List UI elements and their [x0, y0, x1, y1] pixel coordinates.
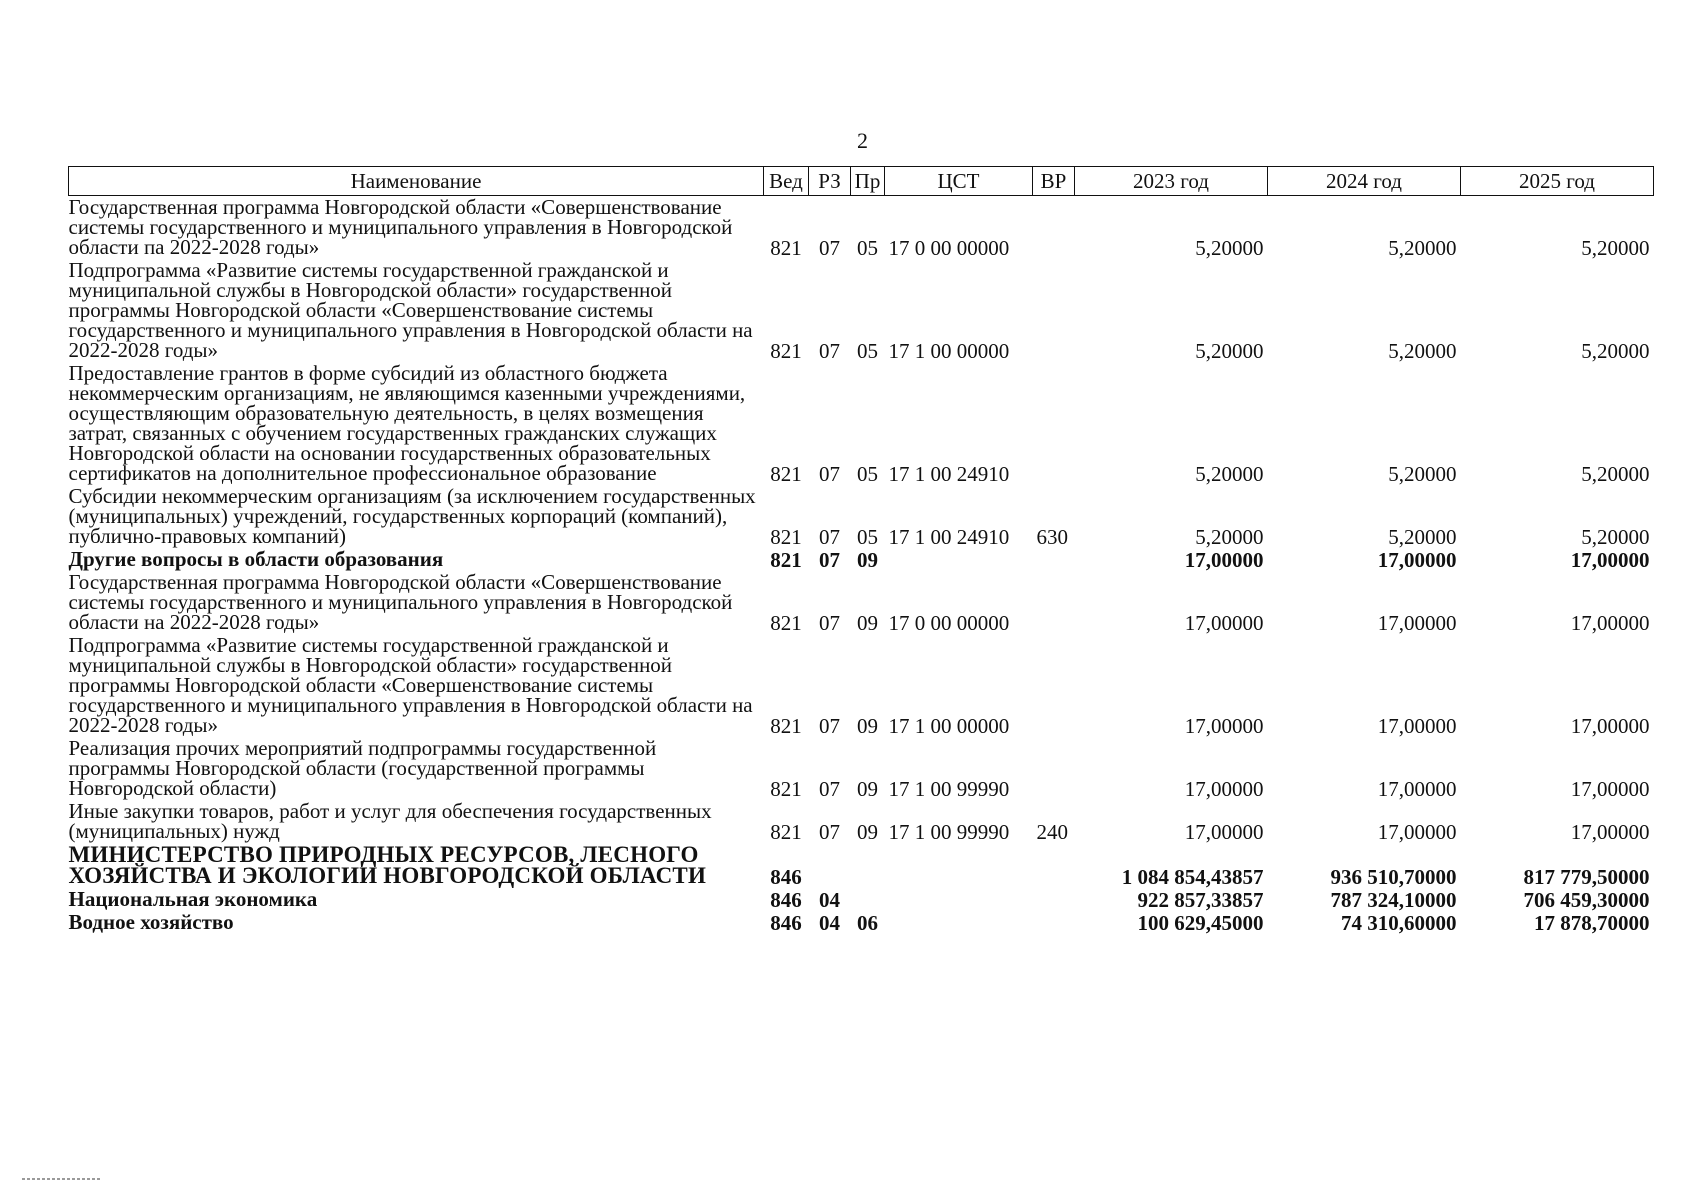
row-name: Подпрограмма «Развитие системы государственной гражданской и муниципальной службы в Новгородской области» государственной программы Новгородской области «Совершенствование системы государственного и муниципального управления в Новгородской области на 2022-2028 годы»: [68, 258, 753, 362]
table-row: [69, 843, 1654, 888]
header-2024: 2024 год: [1268, 167, 1461, 196]
row-pr: 09: [857, 548, 878, 572]
row-pr: 05: [857, 236, 878, 260]
row-vr: [1033, 634, 1075, 737]
row-ved: 821: [770, 236, 802, 260]
row-value-2024: 787 324,10000: [1330, 888, 1457, 912]
header-2023: 2023 год: [1075, 167, 1268, 196]
row-vr: [1033, 843, 1075, 888]
table-row: [69, 571, 1654, 634]
row-pr: 05: [857, 462, 878, 486]
row-ved: 821: [770, 525, 802, 549]
header-pr: Пр: [851, 167, 885, 196]
row-cst: 17 1 00 24910: [888, 462, 1010, 486]
scan-artifact: [22, 1178, 102, 1180]
row-rz: 07: [819, 714, 840, 738]
row-value-2024: 17,00000: [1377, 820, 1457, 844]
row-pr: [851, 843, 885, 888]
row-ved: 821: [770, 548, 802, 572]
row-vr: [1033, 196, 1075, 260]
row-value-2025: 17 878,70000: [1534, 911, 1650, 935]
row-name: Предоставление грантов в форме субсидий из областного бюджета некоммерческим организациям, не являющимся казенными учреждениями, осуществляющим образовательную деятельность, в целях возмещения затрат, связанных с обучением государственных гражданских служащих Новгородской области на основании государственных образовательных сертификатов на дополнительное профессиональное образование: [68, 361, 746, 485]
row-value-2023: 17,00000: [1184, 548, 1264, 572]
row-pr: [851, 888, 885, 911]
row-rz: 07: [819, 339, 840, 363]
row-cst: 17 1 00 99990: [888, 820, 1010, 844]
page-number: 2: [857, 128, 868, 153]
table-row: [69, 548, 1654, 571]
table-row: [69, 634, 1654, 737]
row-name: Иные закупки товаров, работ и услуг для обеспечения государственных (муниципальных) нужд: [68, 799, 712, 843]
header-cst: ЦСТ: [885, 167, 1033, 196]
row-cst: 17 0 00 00000: [888, 611, 1010, 635]
row-value-2023: 5,20000: [1195, 462, 1264, 486]
row-value-2024: 5,20000: [1388, 525, 1457, 549]
row-rz: 07: [819, 777, 840, 801]
row-value-2023: 17,00000: [1184, 777, 1264, 801]
table-row: [69, 362, 1654, 485]
row-ved: 821: [770, 611, 802, 635]
row-value-2024: 5,20000: [1388, 236, 1457, 260]
row-name: Государственная программа Новгородской области «Совершенствование системы государственного и муниципального управления в Новгородской области па 2022-2028 годы»: [68, 195, 733, 259]
header-name: Наименование: [69, 167, 764, 196]
row-value-2025: 5,20000: [1581, 525, 1650, 549]
header-ved: Вед: [764, 167, 809, 196]
row-name: МИНИСТЕРСТВО ПРИРОДНЫХ РЕСУРСОВ, ЛЕСНОГО ХОЗЯЙСТВА И ЭКОЛОГИИ НОВГОРОДСКОЙ ОБЛАСТИ: [68, 842, 707, 888]
row-ved: 846: [770, 911, 802, 935]
row-vr: [1033, 259, 1075, 362]
table-row: [69, 196, 1654, 260]
row-name: Подпрограмма «Развитие системы государственной гражданской и муниципальной службы в Новгородской области» государственной программы Новгородской области «Совершенствование системы государственного и муниципального управления в Новгородской области на 2022-2028 годы»: [68, 633, 753, 737]
row-rz: 04: [819, 911, 840, 935]
row-value-2023: 5,20000: [1195, 339, 1264, 363]
row-cst: 17 1 00 24910: [888, 525, 1010, 549]
row-value-2025: 17,00000: [1570, 548, 1650, 572]
row-value-2023: 17,00000: [1184, 714, 1264, 738]
row-cst: 17 1 00 00000: [888, 714, 1010, 738]
row-pr: 09: [857, 820, 878, 844]
row-cst: [885, 843, 1033, 888]
row-ved: 821: [770, 462, 802, 486]
row-ved: 821: [770, 820, 802, 844]
row-value-2024: 17,00000: [1377, 714, 1457, 738]
row-value-2023: 1 084 854,43857: [1121, 865, 1264, 889]
row-value-2023: 17,00000: [1184, 611, 1264, 635]
row-pr: 05: [857, 339, 878, 363]
table-header-row: [69, 167, 1654, 196]
row-value-2024: 17,00000: [1377, 777, 1457, 801]
row-name: Государственная программа Новгородской области «Совершенствование системы государственного и муниципального управления в Новгородской области на 2022-2028 годы»: [68, 570, 733, 634]
row-name: Другие вопросы в области образования: [68, 547, 444, 571]
table-row: [69, 911, 1654, 934]
row-pr: 05: [857, 525, 878, 549]
row-value-2024: 5,20000: [1388, 462, 1457, 486]
row-value-2024: 74 310,60000: [1341, 911, 1457, 935]
row-vr: [1033, 888, 1075, 911]
row-vr: 630: [1036, 525, 1068, 549]
table-row: [69, 259, 1654, 362]
row-value-2025: 17,00000: [1570, 820, 1650, 844]
header-2025: 2025 год: [1461, 167, 1654, 196]
row-rz: 07: [819, 611, 840, 635]
header-vr: ВР: [1033, 167, 1075, 196]
row-rz: [809, 843, 851, 888]
row-ved: 821: [770, 339, 802, 363]
row-value-2024: 936 510,70000: [1330, 865, 1457, 889]
row-cst: [885, 888, 1033, 911]
table-row: [69, 800, 1654, 843]
row-cst: 17 1 00 00000: [888, 339, 1010, 363]
row-value-2023: 5,20000: [1195, 236, 1264, 260]
table-row: [69, 888, 1654, 911]
row-pr: 09: [857, 611, 878, 635]
row-vr: [1033, 362, 1075, 485]
row-pr: 09: [857, 714, 878, 738]
row-vr: [1033, 571, 1075, 634]
row-value-2025: 706 459,30000: [1523, 888, 1650, 912]
row-vr: [1033, 737, 1075, 800]
table-body: [69, 196, 1654, 935]
row-value-2025: 5,20000: [1581, 236, 1650, 260]
row-name: Субсидии некоммерческим организациям (за исключением государственных (муниципальных) учреждений, государственных корпораций (компаний), публично-правовых компаний): [68, 484, 756, 548]
row-value-2023: 100 629,45000: [1137, 911, 1264, 935]
row-rz: 07: [819, 525, 840, 549]
row-value-2025: 17,00000: [1570, 777, 1650, 801]
row-vr: [1033, 548, 1075, 571]
row-name: Водное хозяйство: [68, 910, 234, 934]
row-vr: 240: [1036, 820, 1068, 844]
row-value-2025: 5,20000: [1581, 462, 1650, 486]
row-rz: 07: [819, 462, 840, 486]
row-cst: 17 1 00 99990: [888, 777, 1010, 801]
row-value-2024: 5,20000: [1388, 339, 1457, 363]
row-cst: [885, 911, 1033, 934]
table-row: [69, 485, 1654, 548]
row-pr: 09: [857, 777, 878, 801]
row-value-2024: 17,00000: [1377, 611, 1457, 635]
budget-table: [68, 166, 1654, 934]
row-vr: [1033, 911, 1075, 934]
row-rz: 07: [819, 820, 840, 844]
row-value-2023: 17,00000: [1184, 820, 1264, 844]
row-value-2025: 17,00000: [1570, 611, 1650, 635]
row-value-2025: 17,00000: [1570, 714, 1650, 738]
row-value-2023: 922 857,33857: [1137, 888, 1264, 912]
row-ved: 821: [770, 714, 802, 738]
row-ved: 846: [770, 888, 802, 912]
row-value-2025: 5,20000: [1581, 339, 1650, 363]
row-value-2023: 5,20000: [1195, 525, 1264, 549]
header-rz: РЗ: [809, 167, 851, 196]
row-value-2025: 817 779,50000: [1523, 865, 1650, 889]
row-name: Национальная экономика: [68, 887, 318, 911]
row-rz: 04: [819, 888, 840, 912]
row-rz: 07: [819, 548, 840, 572]
row-name: Реализация прочих мероприятий подпрограммы государственной программы Новгородской области (государственной программы Новгородской области): [68, 736, 657, 800]
row-cst: 17 0 00 00000: [888, 236, 1010, 260]
row-cst: [885, 548, 1033, 571]
row-ved: 846: [770, 865, 802, 889]
row-ved: 821: [770, 777, 802, 801]
table-row: [69, 737, 1654, 800]
row-rz: 07: [819, 236, 840, 260]
row-pr: 06: [857, 911, 878, 935]
row-value-2024: 17,00000: [1377, 548, 1457, 572]
